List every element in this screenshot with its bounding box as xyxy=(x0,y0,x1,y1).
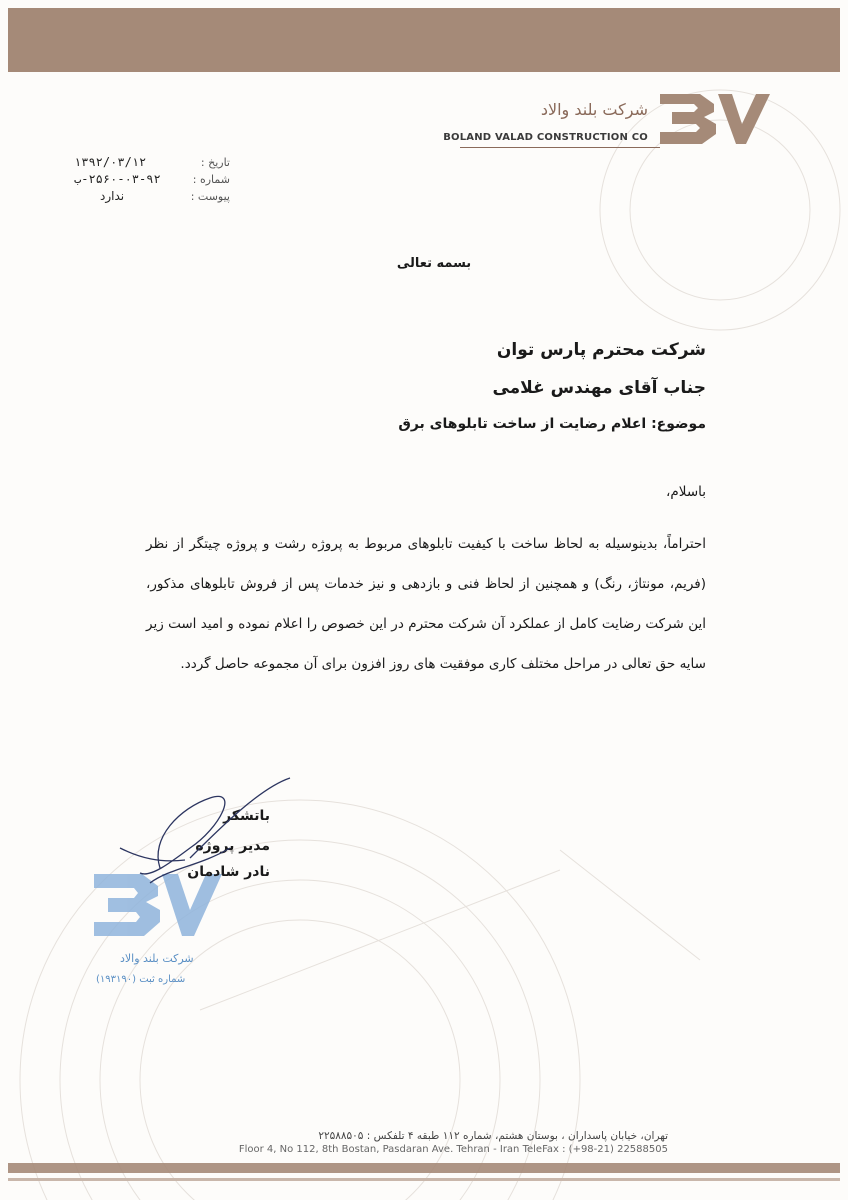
stamp-registration: شماره ثبت (۱۹۳۱۹۰) xyxy=(96,974,186,985)
meta-attachment-value: ندارد xyxy=(100,189,125,203)
basmala-heading xyxy=(0,256,848,271)
signature-name: نادر شادمان xyxy=(187,864,270,880)
letterhead-bottom-line xyxy=(8,1178,840,1181)
signature-title: مدیر پروژه xyxy=(195,838,270,854)
signature-closing: باتشکر xyxy=(223,808,270,824)
meta-attachment-row xyxy=(60,189,230,206)
company-name-fa: شرکت بلند والاد xyxy=(540,100,648,119)
company-name-en: BOLAND VALAD CONSTRUCTION CO xyxy=(443,132,648,143)
letterhead-top-band xyxy=(8,8,840,72)
footer-address-en: Floor 4, No 112, 8th Bostan, Pasdaran Ave. Tehran - Iran TeleFax : (+98-21) 22588505 xyxy=(238,1144,668,1155)
addressee-company: شرکت محترم پارس توان xyxy=(496,340,706,360)
meta-number-row xyxy=(60,172,230,189)
letter-subject: موضوع: اعلام رضایت از ساخت تابلوهای برق xyxy=(398,416,706,432)
letterhead-bottom-band xyxy=(8,1163,840,1173)
basmala-text: بسمه تعالی xyxy=(396,256,472,271)
footer-address-fa: تهران، خیابان پاسداران ، بوستان هشتم، شماره ۱۱۲ طبقه ۴ تلفکس : ۲۲۵۸۸۵۰۵ xyxy=(318,1130,668,1142)
bv-logo-icon xyxy=(660,86,770,148)
meta-number-label: شماره : xyxy=(192,173,230,186)
stamp-company-name: شرکت بلند والاد xyxy=(120,952,194,965)
meta-date-row xyxy=(60,155,230,172)
addressee-person: جناب آقای مهندس غلامی xyxy=(492,378,706,398)
meta-date-label: تاریخ : xyxy=(200,156,230,169)
signature-block xyxy=(90,808,310,1008)
letter-body-paragraph: احتراماً، بدینوسیله به لحاظ ساخت با کیفیت تابلوهای مربوط به پروژه رشت و پروژه چیتگر از نظر (فریم، مونتاژ، رنگ) و همچنین از لحاظ فنی و بازدهی و نیز خدمات پس از فروش تابلوهای مذکور، این شرکت رضایت کامل از عملکرد آن شرکت محترم در این خصوص را اعلام نموده و امید است زیر سایه حق تعالی در مراحل مختلف کاری موفقیت های روز افزون برای آن مجموعه حاصل گردد. xyxy=(146,536,706,672)
header-divider xyxy=(460,147,660,148)
meta-date-value: ۱۳۹۲/۰۳/۱۲ xyxy=(74,155,147,169)
meta-number-value: ۲۵۶۰-۰۳-۹۲-ب xyxy=(74,172,161,186)
handwritten-signature-icon xyxy=(90,768,310,888)
letter-meta xyxy=(60,155,230,206)
letter-greeting: باسلام، xyxy=(666,484,706,500)
meta-attachment-label: پیوست : xyxy=(190,190,230,203)
